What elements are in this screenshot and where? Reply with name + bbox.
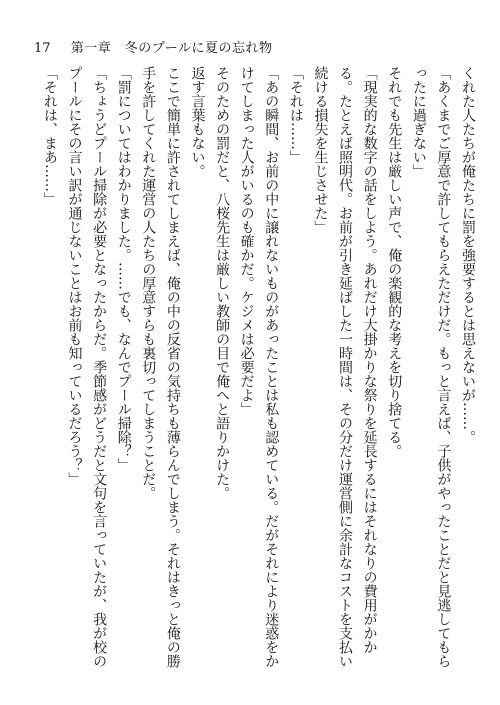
text-line: 「それは、まあ……」 (41, 66, 58, 206)
text-line: 返す言葉もない。 (189, 66, 206, 178)
running-header (34, 38, 474, 60)
text-line: ここで簡単に許されてしまえば、俺の中の反省の気持ちも薄らんでしまう。それはきっと俺の勝手を許してくれた運営の人たちの厚意すらも裏切ってしまうことだ。 (140, 66, 181, 668)
novel-body-text (30, 66, 480, 678)
chapter-title: 第一章 冬のプールに夏の忘れ物 (70, 41, 273, 56)
text-line: 「罰についてはわかりました。……でも、なんでプール掃除？」 (115, 66, 132, 472)
text-line: くれた人たちが俺たちに罰を強要するとは思えないが……。 (460, 66, 476, 444)
text-line: 「あくまでご厚意で許してもらえただけだ。もっと言えば、子供がやったことだと見逃してもらったに過ぎない」 (410, 66, 452, 668)
page-number: 17 (34, 41, 51, 56)
text-line: 「あの瞬間、お前の中に譲れないものがあったことは私も認めている。だがそれにより迷惑をかけてしまった人がいるのも確かだ。ケジメは必要だよ」 (238, 66, 280, 668)
text-line: それでも先生は厳しい声で、俺の楽観的な考えを切り捨てる。 (386, 66, 403, 458)
text-line: 「それは……」 (287, 66, 304, 164)
text-line: 「ちょうどプール掃除が必要となったからだ。季節感がどうだと文句を言っていたが、我が校のプールにその言い訳が通じないことはお前も知っているだろう？」 (66, 66, 108, 668)
text-line: そのための罰だと、八桜先生は厳しい教師の目で俺へと語りかけた。 (214, 66, 231, 500)
text-line: 「現実的な数字の話をしよう。あれだけ大掛かりな祭りを延長するにはそれなりの費用がかかる。たとえば照明代。お前が引き延ばした一時間は、その分だけ運営側に余計なコストを支払い続ける損失を生じさせた」 (312, 66, 378, 668)
